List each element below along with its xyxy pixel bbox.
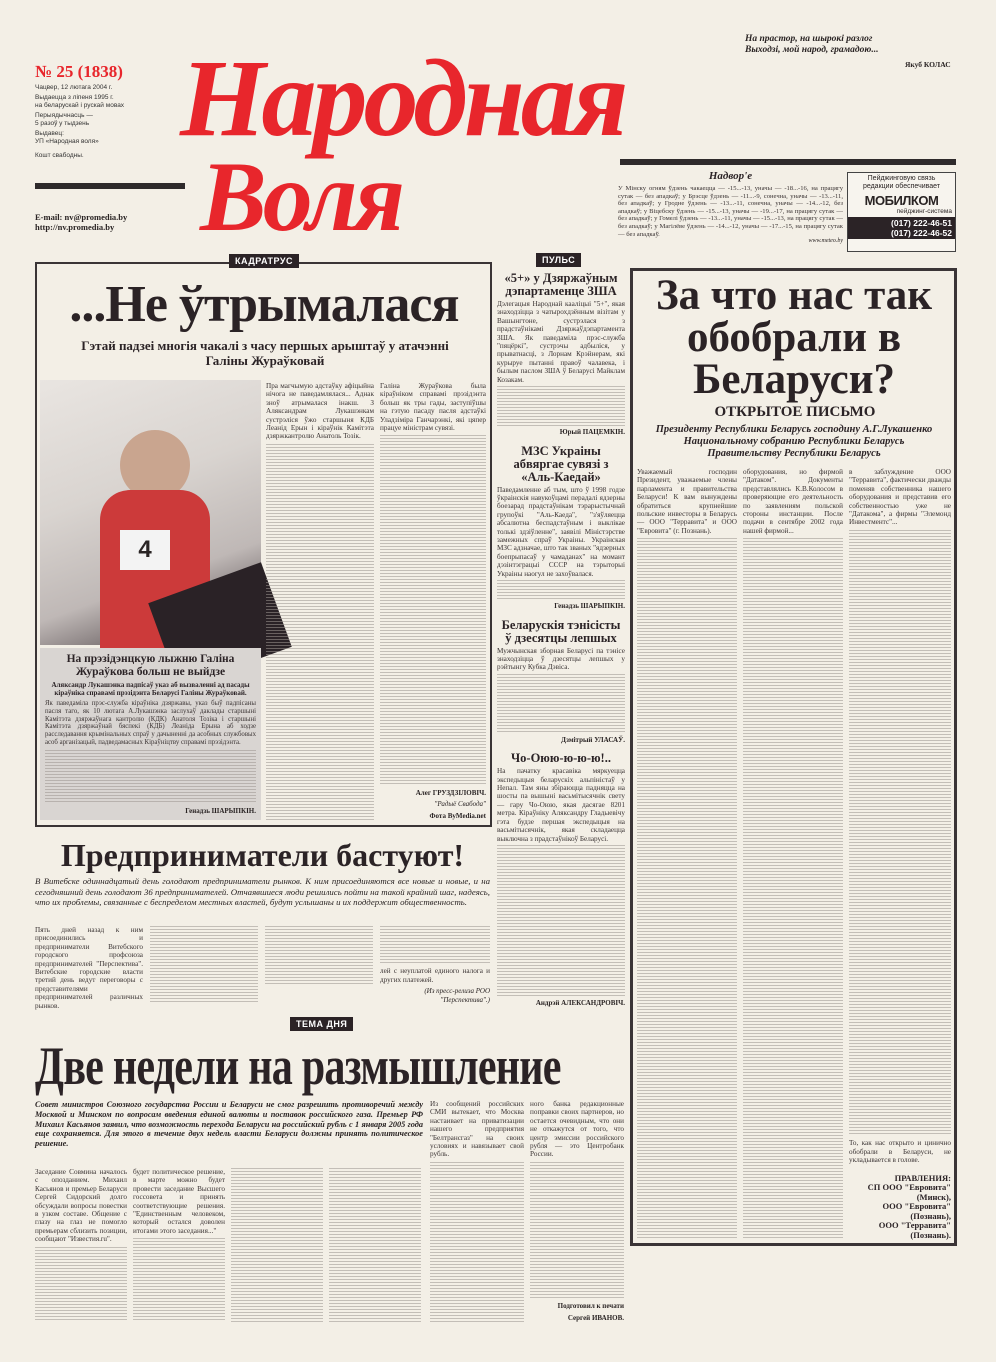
letter-closing: То, как нас открыто и цинично обобрали в Беларуси, не укладывается в голове. xyxy=(849,1139,951,1165)
signature: ООО "Терравита" xyxy=(878,1220,951,1230)
addressee: Национальному собранию Республики Беларусь xyxy=(683,436,905,447)
signature-label: ПРАВЛЕНИЯ: xyxy=(894,1172,951,1183)
signature: СП ООО "Евровита" xyxy=(867,1182,951,1192)
weather-text: У Мінску огням ўдзень чакаецца — -15...-13, уначы — -18...-16, на працягу сутак — без ападкаў; у Брэсце ўдзень — -11...-9, сонечна, уначы — -13...-11, без ападкаў; у Гродне ўдзень — -13...-11, сонечна, уначы — -14...-12, без ападкаў; у Віцебску ўдзень — -15...-13, уначы — -19...-17, на працягу сутак — без ападкаў; у Гомелі ўдзень — -13...-11, уначы — -15...-13, на працягу сутак — без ападкаў; у Магілёве ўдзень — -14...-12, уначы — -17...-15, на працягу сутак — без ападкаў. xyxy=(618,185,843,238)
addressee: Правительству Республики Беларусь xyxy=(707,448,881,459)
signature-city: (Познань), xyxy=(910,1210,951,1221)
brief-author: Дзмітрый УЛАСАЎ. xyxy=(561,735,625,744)
strike-headline: Предприниматели бастуют! xyxy=(60,837,465,873)
skier-photo xyxy=(40,380,261,645)
letter-text: Уважаемый господин Президент, уважаемые члены парламента и правительства Беларуси! К вам вынуждены обратиться крупнейшие польские инвесторы в Беларусь — ООО "Терравита" и ООО "Евровита" (г. Познань). xyxy=(637,468,737,535)
addressee: Президенту Республики Беларусь господину А.Г.Лукашенко xyxy=(655,424,933,435)
article-text: Галіна Жураўкова была кіраўніком справамі прэзідэнта больш як тры гады, заступіўшы на гэтую пасаду пасля адстаўкі Уладзіміра Ганчарэнкі, які цяпер працуе міністрам сувязі. xyxy=(380,382,486,433)
theme-lead: Совет министров Союзного государства России и Беларуси не смог разрешить противоречий между Москвой и Минском по вопросам введения единой валюты и поставок российского газа. Премьер РФ Михаил Касьянов заявил, что возможность перехода Беларуси на российский рубль с 1 января 2005 года еще сохраняется. Для этого в течение двух недель власти Беларуси должны принять политическое решение. xyxy=(35,1100,423,1149)
author: Алег ГРУЗДЗІЛОВІЧ. xyxy=(415,788,486,797)
issue-number: № 25 (1838) xyxy=(35,62,123,81)
letter-text: в заблуждение ООО "Терравита", фактически дважды поменяв собственника нашего оборудования и представив его собственностью уже не "Датакома", а фирмы "Элемонд Инвестментс"... xyxy=(849,468,951,527)
article-text: Пра магчымую адстаўку афіцыйна нічога не паведамлялася... Аднак зноў атрымалася інакш. З Аляксандрам Лукашэнкам сустрэліся ўжо старшыня КДБ Леанід Ерын і кіраўнік Камітэта дзяржкантролю Анатоль Тозік. xyxy=(266,382,374,441)
languages: на беларускай і рускай мовах xyxy=(35,102,125,109)
publisher: УП «Народная воля» xyxy=(35,138,99,145)
ad-sub: пейджинг-система xyxy=(896,208,952,215)
sidebar-title: На прэзідэнцкую лыжню Галіна Жураўкова больш не выйдзе xyxy=(66,653,235,678)
brief-title: Беларускія тэнісісты ў дзесятцы лепшых xyxy=(501,617,621,645)
sidebar-lead: Аляксандр Лукашэнка падпісаў указ аб вызваленні ад пасады кіраўніка справамі прэзідэнта Беларусі Галіны Жураўковай. xyxy=(51,681,250,697)
headline: ...Не ўтрымалася xyxy=(69,276,459,333)
bib-number: 4 xyxy=(120,530,170,570)
strike-text: лей с неуплатой единого налога и других платежей. xyxy=(380,967,490,984)
brief-text: Дэлегацыя Народнай кааліцыі "5+", якая знаходзіцца з чатырохдзённым візітам у Вашынгтоне, сустрэлася з прадстаўнікамі Дзяржаўдэпартамента ЗША. Як паведаміла прэс-служба "пяцёркі", сустрэчы адбыліся, у прыватнасці, з Лорнам Крэйнерам, які курыруе пытанні правоў чалавека, і былым паслом ЗША ў Беларусі Майклам Козакам. xyxy=(497,300,625,384)
sidebar-box xyxy=(40,648,261,820)
weather-block xyxy=(618,170,843,245)
ad-brand-logo: МОБИЛКОМ xyxy=(864,193,939,208)
letter-kicker: ОТКРЫТОЕ ПИСЬМО xyxy=(714,404,876,420)
periodicity-label: Перыядычнасць — xyxy=(35,112,93,119)
divider xyxy=(35,183,185,189)
signature: ООО "Евровита" xyxy=(882,1201,951,1211)
theme-text: будет политическое решение, в марте можно будет провести заседание Высшего госсовета и принять соответствующие решения. "Единственным человеком, который остался доволен итогами этого заседания..." xyxy=(133,1168,225,1235)
weather-source: www.meteo.by xyxy=(808,238,843,245)
email-link[interactable]: E-mail: nv@promedia.by xyxy=(35,212,128,222)
strike-text: Пять дней назад к ним присоединились и предприниматели Витебского городского профсоюза предпринимателей "Перспектива". Витебские городские власти третий день ведут переговоры с представителями предпринимателей различных рынков. xyxy=(35,926,143,1010)
photo-credit: Фота ByMedia.net xyxy=(429,811,486,820)
brief-author: Андрэй АЛЕКСАНДРОВІЧ. xyxy=(535,998,625,1007)
price: Кошт свабодны. xyxy=(35,152,84,159)
weather-title: Надвор'е xyxy=(708,170,753,182)
brief-text: Мужчынская зборная Беларусі па тэнісе знаходзіцца ў дзесятцы лепшых у рэйтынгу Кубка Дэвіса. xyxy=(497,646,625,672)
sidebar-author: Генадзь ШАРЫПКІН. xyxy=(185,806,256,815)
signature-city: (Минск), xyxy=(916,1191,951,1202)
ad-phone: (017) 222-46-52 xyxy=(891,228,952,238)
credit-label: Подготовил к печати xyxy=(557,1302,624,1310)
strike-lead: В Витебске одиннадцатый день голодают предприниматели рынков. К ним присоединяются все новые и новые, и на сегодняшний день голодают 36 предпринимателей. Отчаявшиеся люди решились пойти на такой крайний шаг, надеясь, что их проблемы, связанные с беспределом местных властей, будут услышаны и их поддержит общественность. xyxy=(35,876,490,907)
site-link[interactable]: http://nv.promedia.by xyxy=(35,222,115,232)
theme-text: Из сообщений российских СМИ вытекает, что Москва настаивает на приватизации нашего предприятия "Белтрансгаз" на своих условиях и навязывает свой рубль. xyxy=(430,1100,524,1159)
publisher-label: Выдавец: xyxy=(35,130,64,137)
signature-city: (Познань). xyxy=(910,1229,951,1240)
ad-line2: редакции обеспечивает xyxy=(862,183,941,190)
ad-line1: Пейджинговую связь xyxy=(867,175,936,182)
divider xyxy=(620,159,956,165)
issue-date: Чацвер, 12 лютага 2004 г. xyxy=(35,84,113,91)
brief-title: «5+» у Дзяржаўным дэпартаменце ЗША xyxy=(504,271,618,298)
author-source: "Радыё Свабода" xyxy=(434,800,486,808)
brief-title: Чо-Оюю-ю-ю-ю!.. xyxy=(511,751,611,766)
pager-ad[interactable] xyxy=(847,172,956,252)
quote-line1: На прастор, на шырокі разлог xyxy=(745,34,873,44)
logo-line1: Народная xyxy=(180,37,625,159)
brief-author: Юрый ПАЦЕМКІН. xyxy=(559,428,625,437)
sidebar-text: Як паведаміла прэс-служба кіраўніка дзяржавы, указ быў падпісаны пасля таго, як 10 лютага А.Лукашэнка заслухаў даклады старшыні Камітэта дзяржаўнага кантролю (КДК) Анатоля Тозіка і старшыні Камітэта дзяржаўнай бяспекі (КДБ) Леаніда Ерына аб ходзе расследавання крымінальных спраў у дачыненні да асобных службовых асоб арганізацый, падведамасных Кіраўніцтву справамі прэзідэнта. xyxy=(45,700,256,746)
letter-headline: За что нас так обобрали в Беларуси? xyxy=(655,272,933,403)
ad-phone: (017) 222-46-51 xyxy=(891,218,952,228)
theme-text: ного банка редакционные поправки своих партнеров, но остается очевидным, что они не откажутся от того, что центр эмиссии российского рубля — это Центробанк России. xyxy=(530,1100,624,1159)
section-tag: ТЕМА ДНЯ xyxy=(290,1017,353,1031)
brief-text: На пачатку красавіка мяркуецца экспедыцыя беларускіх альпіністаў у Непал. Там яны збіраюцца падняцца на шосты па вышыні васьмітысячнік свету — гару Чо-Оюю, якая дасягае 8201 метра. Кіраўніку Аляксандру Гладыевічу гэта будзе першая экспедыцыя на васьмітысячнік, якая складаецца выключна з прадстаўнікоў Беларусі. xyxy=(497,767,625,843)
theme-headline: Две недели на размышление xyxy=(35,1036,561,1096)
quote-author: Якуб КОЛАС xyxy=(905,60,951,69)
brief-title: МЗС Украіны абвяргае сувязі з «Аль-Каедай» xyxy=(513,443,609,484)
letter-text: оборудования, но фирмой "Датаком". Документы представлялись К.В.Колосом в проверяющие его деятельность по заявлениям польской стороны инстанции. После подачи в сентябре 2002 года нашей фирмой... xyxy=(743,468,843,535)
brief-author: Генадзь ШАРЫПКІН. xyxy=(554,602,625,611)
subheadline: Гэтай падзеі многія чакалі з часу першых арыштаў у атачэнні Галіны Жураўковай xyxy=(81,338,449,368)
quote-line2: Выходзі, мой народ, грамадою... xyxy=(745,45,879,55)
brief-text: Паведамленне аб тым, што ў 1998 годзе ўкраінскія навукоўцамі перадалі ядзерны боезарад прадстаўнікам тэрарыстычнай групоўкі "Аль-Каеда", "з'яўляецца абсалютна беспадстаўным і выклікае толькі здзіўленне", заявілі Міністэрстве замежных спраў Украіны. Украінская МЗС адзначае, што так званых "ядзерных боепрыпасаў у чамаданах" на момант дэзінтэграцыі СССР на тэрыторыі Украіны наогул не захоўвалася. xyxy=(497,485,625,578)
section-tag: ПУЛЬС xyxy=(536,253,581,267)
credit-name: Сергей ИВАНОВ. xyxy=(567,1313,624,1322)
issue-info xyxy=(35,62,160,160)
logo-line2: Воля xyxy=(200,141,402,252)
theme-text: Заседание Совмина началось с опозданием. Михаил Касьянов и премьер Беларуси Сергей Сидорский долго обсуждали вопросы повестки в узком составе. Общение с глазу на глаз не помогло премьерам сблизить позиции, сообщают "Известия.ru". xyxy=(35,1168,127,1244)
periodicity: 5 разоў у тыдзень xyxy=(35,120,90,127)
section-tag: КАДРАТРУС xyxy=(229,254,299,268)
strike-source: (Из пресс-релиза РОО "Перспектива".) xyxy=(424,987,490,1004)
since: Выдаецца з ліпеня 1995 г. xyxy=(35,94,114,101)
